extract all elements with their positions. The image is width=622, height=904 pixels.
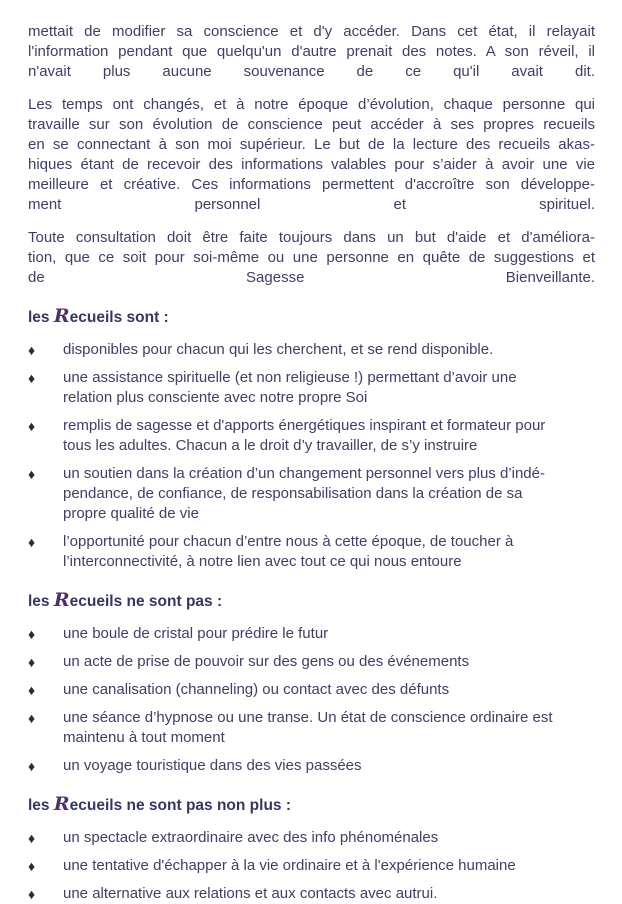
list-item-line: une boule de cristal pour prédire le futur — [63, 625, 329, 642]
list-item — [28, 416, 595, 456]
heading-rest: ecueils ne sont pas non plus : — [69, 797, 292, 814]
body-paragraph — [28, 22, 595, 82]
list-item — [28, 756, 595, 776]
list-item-line: un voyage touristique dans des vies passées — [63, 757, 362, 774]
list-item — [28, 532, 595, 572]
diamond-bullet-icon: ♦ — [28, 466, 36, 482]
heading-prefix: les — [28, 309, 54, 326]
list-item — [28, 680, 595, 700]
list-item — [28, 884, 595, 904]
diamond-bullet-icon: ♦ — [28, 342, 36, 358]
heading-rest: ecueils sont : — [69, 309, 169, 326]
paragraph-line: travaille sur son évolution de conscience peut accéder à ses propres recueils — [28, 116, 595, 133]
list-item-line: une séance d’hypnose ou une transe. Un état de conscience ordinaire est — [63, 709, 553, 726]
recueils-section — [28, 793, 595, 904]
paragraph-line: Les temps ont changés, et à notre époque d’évolution, chaque personne qui — [28, 96, 595, 113]
list-item-text — [63, 624, 595, 644]
list-item — [28, 856, 595, 876]
recueils-section — [28, 305, 595, 572]
list-item-line: l’opportunité pour chacun d’entre nous à cette époque, de toucher à — [63, 533, 514, 550]
list-item-line: une assistance spirituelle (et non religieuse !) permettant d’avoir une — [63, 369, 517, 386]
heading-prefix: les — [28, 593, 54, 610]
paragraph-line: tion, que ce soit pour soi-même ou une personne en quête de suggestions et — [28, 249, 595, 266]
body-paragraph — [28, 95, 595, 215]
list-item-line: remplis de sagesse et d'apports énergétiques inspirant et formateur pour — [63, 417, 546, 434]
list-item-text — [63, 828, 595, 848]
list-item — [28, 652, 595, 672]
section-heading — [28, 305, 595, 329]
diamond-bullet-icon: ♦ — [28, 534, 36, 550]
recueils-section — [28, 589, 595, 776]
heading-prefix: les — [28, 797, 54, 814]
list-item-line: un acte de prise de pouvoir sur des gens ou des événements — [63, 653, 470, 670]
list-item-line: pendance, de confiance, de responsabilisation dans la création de sa — [63, 485, 523, 502]
heading-script-initial: R — [53, 793, 70, 815]
paragraph-line: en se connectant à son moi supérieur. Le but de la lecture des recueils akas- — [28, 136, 595, 153]
list-item-line: disponibles pour chacun qui les cherchent, et se rend disponible. — [63, 341, 494, 358]
heading-script-initial: R — [53, 589, 70, 611]
list-item-line: maintenu à tout moment — [63, 729, 225, 746]
list-item-line: tous les adultes. Chacun a le droit d’y travailler, de s’y instruire — [63, 437, 478, 454]
list-item-text — [63, 756, 595, 776]
heading-rest: ecueils ne sont pas : — [69, 593, 223, 610]
diamond-bullet-icon: ♦ — [28, 654, 36, 670]
list-item-text — [63, 340, 595, 360]
list-item — [28, 624, 595, 644]
body-paragraph — [28, 228, 595, 288]
list-item-text — [63, 856, 595, 876]
list-item-text — [63, 680, 595, 700]
diamond-bullet-icon: ♦ — [28, 682, 36, 698]
list-item — [28, 708, 595, 748]
list-item-text — [63, 884, 595, 904]
paragraph-line: ment personnel et spirituel. — [28, 196, 595, 213]
diamond-bullet-icon: ♦ — [28, 710, 36, 726]
diamond-bullet-icon: ♦ — [28, 758, 36, 774]
paragraph-line: mettait de modifier sa conscience et d'y accéder. Dans cet état, il relayait — [28, 23, 595, 40]
list-item-text — [63, 532, 595, 572]
list-item — [28, 368, 595, 408]
list-item-line: un soutien dans la création d’un changement personnel vers plus d’indé- — [63, 465, 545, 482]
list-item-line: l’interconnectivité, à notre lien avec tout ce qui nous entoure — [63, 553, 462, 570]
paragraph-line: de Sagesse Bienveillante. — [28, 269, 595, 286]
list-item — [28, 828, 595, 848]
list-item-line: une canalisation (channeling) ou contact avec des défunts — [63, 681, 450, 698]
paragraph-line: hiques étant de recevoir des informations valables pour s’aider à avoir une vie — [28, 156, 595, 173]
paragraph-line: meilleure et créative. Ces informations permettent d'accroître son développe- — [28, 176, 595, 193]
diamond-bullet-icon: ♦ — [28, 858, 36, 874]
diamond-bullet-icon: ♦ — [28, 830, 36, 846]
list-item-line: une alternative aux relations et aux contacts avec autrui. — [63, 885, 438, 902]
list-item-line: une tentative d'échapper à la vie ordinaire et à l'expérience humaine — [63, 857, 516, 874]
paragraph-line: l'information pendant que quelqu'un d'autre prenait des notes. A son réveil, il — [28, 43, 595, 60]
list-item-text — [63, 708, 595, 748]
list-item-text — [63, 368, 595, 408]
list-item-text — [63, 416, 595, 456]
paragraph-line: n'avait plus aucune souvenance de ce qu'il avait dit. — [28, 63, 595, 80]
section-heading — [28, 589, 595, 613]
paragraph-line: Toute consultation doit être faite toujours dans un but d'aide et d'améliora- — [28, 229, 595, 246]
list-item-text — [63, 464, 595, 524]
list-item-line: un spectacle extraordinaire avec des info phénoménales — [63, 829, 439, 846]
diamond-bullet-icon: ♦ — [28, 886, 36, 902]
list-item-line: propre qualité de vie — [63, 505, 199, 522]
list-item — [28, 464, 595, 524]
heading-script-initial: R — [53, 305, 70, 327]
list-item — [28, 340, 595, 360]
list-item-line: relation plus consciente avec notre propre Soi — [63, 389, 368, 406]
diamond-bullet-icon: ♦ — [28, 370, 36, 386]
diamond-bullet-icon: ♦ — [28, 418, 36, 434]
diamond-bullet-icon: ♦ — [28, 626, 36, 642]
list-item-text — [63, 652, 595, 672]
section-heading — [28, 793, 595, 817]
